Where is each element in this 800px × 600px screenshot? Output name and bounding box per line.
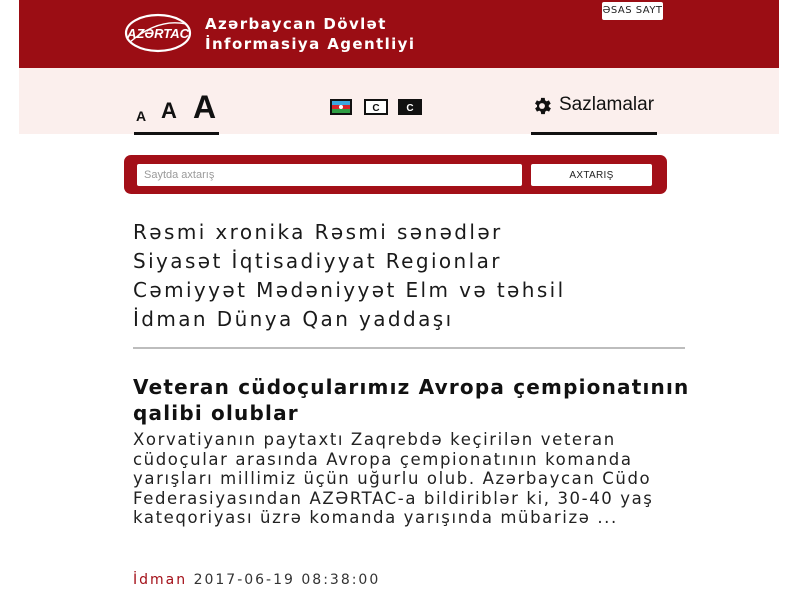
search-button[interactable]: AXTARIŞ: [531, 164, 652, 186]
nav-link-resmi-xronika[interactable]: Rəsmi xronika: [133, 220, 306, 244]
font-size-medium-button[interactable]: A: [161, 98, 177, 123]
nav-link-regionlar[interactable]: Regionlar: [385, 249, 502, 273]
settings-button[interactable]: [531, 84, 657, 135]
site-header: [19, 0, 779, 68]
svg-text:C: C: [406, 103, 414, 114]
gear-icon: [531, 95, 553, 117]
agency-name-line1: Azərbaycan Dövlət: [205, 15, 387, 33]
nav-link-qan-yaddasi[interactable]: Qan yaddaşı: [302, 307, 454, 331]
search-bar: [124, 155, 667, 194]
category-nav: [133, 218, 693, 334]
nav-link-iqtisadiyyat[interactable]: İqtisadiyyat: [231, 249, 377, 273]
contrast-black-button[interactable]: [398, 99, 422, 115]
article-category[interactable]: İdman: [133, 572, 188, 588]
contrast-white-button[interactable]: [364, 99, 388, 115]
nav-link-idman[interactable]: İdman: [133, 307, 209, 331]
article-summary: Xorvatiyanın paytaxtı Zaqrebdə keçirilən veteran cüdoçular arasında Avropa çempionatının komanda yarışları millimiz üçün uğurlu olub. Azərbaycan Cüdo Federasiyasından AZƏRTAC-a bildiriblər ki, 30-40 yaş kateqoriyası üzrə komanda yarışında mübarizə ...: [133, 430, 654, 527]
nav-link-cemiyyet[interactable]: Cəmiyyət: [133, 278, 248, 302]
article-title[interactable]: Veteran cüdoçularımız Avropa çempionatının qalibi olublar: [133, 375, 690, 425]
azertac-logo[interactable]: [124, 12, 192, 54]
article-meta: [133, 572, 380, 588]
font-size-switcher: [134, 84, 219, 135]
nav-link-elm-ve-tehsil[interactable]: Elm və təhsil: [405, 278, 566, 302]
article-datetime: 2017-06-19 08:38:00: [193, 572, 381, 588]
nav-link-siyaset[interactable]: Siyasət: [133, 249, 223, 273]
svg-text:AZƏRTAC: AZƏRTAC: [127, 26, 189, 41]
main-site-button[interactable]: ƏSAS SAYT: [602, 2, 663, 20]
nav-link-medeniyyet[interactable]: Mədəniyyət: [256, 278, 397, 302]
agency-name-line2: İnformasiya Agentliyi: [205, 35, 416, 53]
agency-name: [205, 14, 415, 54]
nav-link-dunya[interactable]: Dünya: [216, 307, 294, 331]
font-size-small-button[interactable]: A: [136, 108, 147, 124]
search-input[interactable]: [137, 164, 522, 186]
svg-text:C: C: [372, 103, 380, 114]
font-size-large-button[interactable]: A: [193, 89, 217, 125]
contrast-color-button[interactable]: [330, 99, 352, 115]
nav-link-resmi-senedler[interactable]: Rəsmi sənədlər: [314, 220, 503, 244]
section-divider: [133, 347, 685, 349]
settings-label: Sazlamalar: [559, 94, 655, 115]
